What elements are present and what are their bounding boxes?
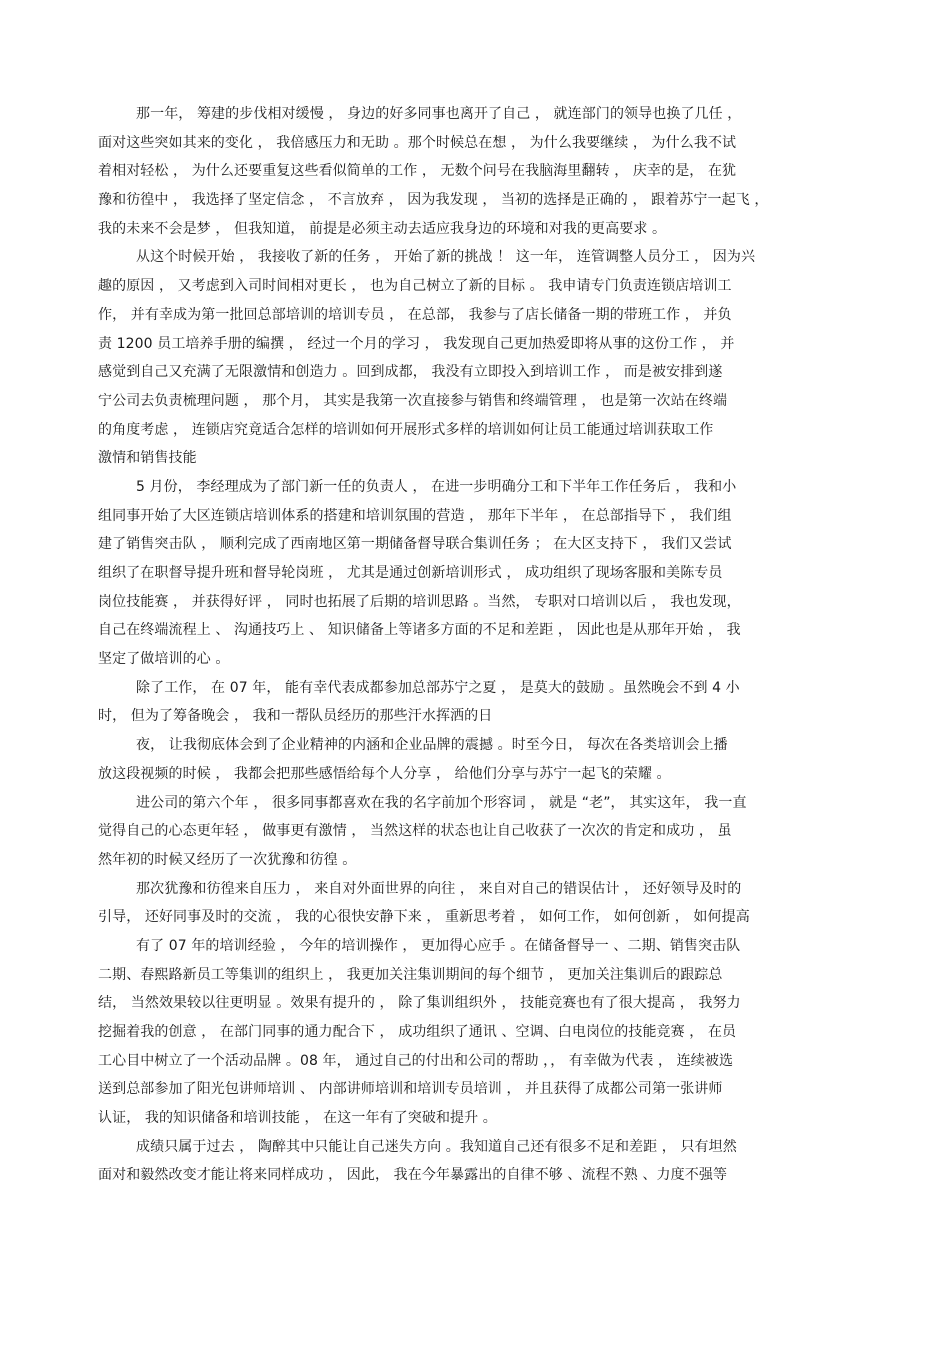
text-line: 激情和销售技能: [98, 450, 197, 467]
text-line: 然年初的时候又经历了一次犹豫和彷徨 。: [98, 851, 357, 868]
text-line: 自己在终端流程上 、 沟通技巧上 、 知识储备上等诸多方面的不足和差距 ， 因此也是从那年开始 ， 我: [98, 622, 741, 639]
text-line: 坚定了做培训的心 。: [98, 651, 230, 668]
text-line: 夜， 让我彻底体会到了企业精神的内涵和企业品牌的震撼 。时至今日， 每次在各类培训会上播: [136, 737, 728, 754]
text-line: 5 月份， 李经理成为了部门新一任的负责人 ， 在进一步明确分工和下半年工作任务后 ， 我和小: [136, 478, 737, 495]
text-line: 除了工作， 在 07 年， 能有幸代表成都参加总部苏宁之夏 ， 是莫大的鼓励 。虽然晚会不到 4 小: [136, 679, 740, 696]
text-line: 的角度考虑 ， 连锁店究竟适合怎样的培训如何开展形式多样的培训如何让员工能通过培训获取工作: [98, 421, 714, 438]
text-line: 组同事开始了大区连锁店培训体系的搭建和培训氛围的营造 ， 那年下半年 ， 在总部指导下 ， 我们组: [98, 507, 732, 524]
text-line: 那次犹豫和彷徨来自压力 ， 来自对外面世界的向往 ， 来自对自己的错误估计 ， 还好领导及时的: [136, 880, 742, 897]
text-line: 有了 07 年的培训经验 ， 今年的培训操作 ， 更加得心应手 。在储备督导一 、二期、销售突击队: [136, 937, 741, 954]
text-line: 建了销售突击队 ， 顺利完成了西南地区第一期储备督导联合集训任务 ； 在大区支持下 ， 我们又尝试: [98, 536, 732, 553]
body-text: [98, 100, 828, 1190]
text-line: 送到总部参加了阳光包讲师培训 、 内部讲师培训和培训专员培训 ， 并且获得了成都公司第一张讲师: [98, 1081, 723, 1098]
text-line: 那一年， 筹建的步伐相对缓慢 ， 身边的好多同事也离开了自己 ， 就连部门的领导也换了几任 ，: [136, 106, 742, 122]
text-line: 挖掘着我的创意 ， 在部门同事的通力配合下 ， 成功组织了通讯 、空调、白电岗位的技能竞赛 ， 在员: [98, 1024, 737, 1040]
text-line: 岗位技能赛 ， 并获得好评 ， 同时也拓展了后期的培训思路 。当然， 专职对口培训以后 ， 我也发现，: [98, 593, 741, 610]
text-line: 觉得自己的心态更年轻 ， 做事更有激情 ， 当然这样的状态也让自己收获了一次次的肯定和成功 ， 虽: [98, 823, 732, 840]
text-line: 进公司的第六个年 ， 很多同事都喜欢在我的名字前加个形容词 ， 就是 “老”， 其实这年， 我一直: [136, 794, 747, 811]
text-line: 组织了在职督导提升班和督导轮岗班 ， 尤其是通过创新培训形式 ， 成功组织了现场客服和美陈专员: [98, 565, 723, 581]
text-line: 工心目中树立了一个活动品牌 。08 年， 通过自己的付出和公司的帮助 ，， 有幸做为代表 ， 连续被选: [98, 1052, 734, 1069]
text-line: 结， 当然效果较以往更明显 。效果有提升的 ， 除了集训组织外 ， 技能竞赛也有了很大提高 ， 我努力: [98, 995, 741, 1012]
text-line: 从这个时候开始 ， 我接收了新的任务 ， 开始了新的挑战 ！ 这一年， 连管调整人员分工 ， 因为兴: [136, 249, 756, 266]
text-line: 作， 并有幸成为第一批回总部培训的培训专员 ， 在总部， 我参与了店长储备一期的带班工作 ， 并负: [98, 306, 732, 323]
text-line: 趣的原因 ， 又考虑到入司时间相对更长 ， 也为自己树立了新的目标 。 我申请专门负责连锁店培训工: [98, 278, 732, 295]
text-line: 面对和毅然改变才能让将来同样成功 ， 因此， 我在今年暴露出的自律不够 、流程不熟 、力度不强等: [98, 1167, 728, 1184]
text-line: 时， 但为了筹备晚会 ， 我和一帮队员经历的那些汗水挥洒的日: [98, 708, 493, 725]
text-line: 成绩只属于过去 ， 陶醉其中只能让自己迷失方向 。我知道自己还有很多不足和差距 ， 只有坦然: [136, 1138, 737, 1155]
text-line: 二期、春熙路新员工等集训的组织上 ， 我更加关注集训期间的每个细节 ， 更加关注集训后的跟踪总: [98, 966, 723, 983]
text-line: 引导， 还好同事及时的交流 ， 我的心很快安静下来 ， 重新思考着 ， 如何工作， 如何创新 ， 如何提高: [98, 909, 750, 926]
text-line: 豫和彷徨中 ， 我选择了坚定信念 ， 不言放弃 ， 因为我发现 ， 当初的选择是正确的 ， 跟着苏宁一起飞 ，: [98, 192, 769, 209]
text-line: 着相对轻松 ， 为什么还要重复这些看似简单的工作 ， 无数个问号在我脑海里翻转 ， 庆幸的是， 在犹: [98, 163, 737, 180]
text-line: 宁公司去负责梳理问题 ， 那个月， 其实是我第一次直接参与销售和终端管理 ， 也是第一次站在终端: [98, 392, 728, 409]
text-line: 面对这些突如其来的变化 ， 我倍感压力和无助 。那个时候总在想 ， 为什么我要继续 ， 为什么我不试: [98, 134, 737, 151]
text-line: 我的未来不会是梦 ， 但我知道， 前提是必须主动去适应我身边的环境和对我的更高要求 。: [98, 220, 667, 237]
text-line: 感觉到自己又充满了无限激情和创造力 。回到成都， 我没有立即投入到培训工作 ， 而是被安排到遂: [98, 364, 723, 381]
text-line: 责 1200 员工培养手册的编撰 ， 经过一个月的学习 ， 我发现自己更加热爱即将从事的这份工作 ， 并: [98, 335, 735, 352]
text-line: 放这段视频的时候 ， 我都会把那些感悟给每个人分享 ， 给他们分享与苏宁一起飞的荣耀 。: [98, 765, 671, 782]
text-line: 认证， 我的知识储备和培训技能 ， 在这一年有了突破和提升 。: [98, 1110, 497, 1127]
